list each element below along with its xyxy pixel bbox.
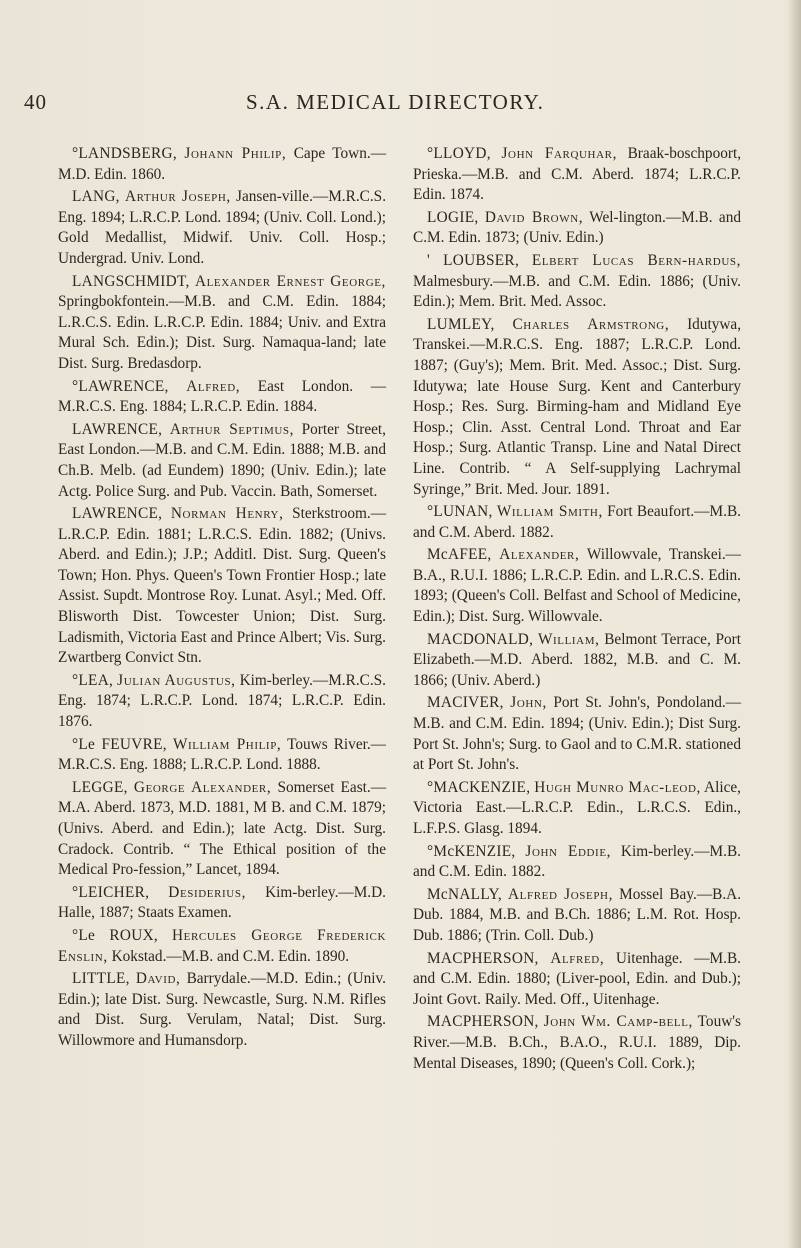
entry-given-names: John Farquhar, bbox=[501, 145, 617, 162]
entry-details: Uitenhage. —M.B. and C.M. Edin. 1880; (Liver-pool, Edin. and Dub.); Joint Govt. Raily. Med. Off., Uitenhage. bbox=[413, 949, 742, 1008]
entry-details: East London. — M.R.C.S. Eng. 1884; L.R.C.P. Edin. 1884. bbox=[58, 377, 387, 416]
entry-given-names: Arthur Joseph, bbox=[124, 188, 231, 206]
entry-surname: °LEICHER, bbox=[72, 883, 150, 901]
directory-entry bbox=[413, 1012, 741, 1074]
entry-surname: °LEA, bbox=[72, 671, 114, 689]
entry-surname: MACPHERSON, bbox=[427, 1013, 539, 1031]
directory-entry bbox=[413, 545, 741, 627]
entry-given-names: Arthur Septimus, bbox=[169, 420, 295, 438]
entry-surname: LAWRENCE, bbox=[72, 420, 163, 438]
entry-given-names: John Eddie, bbox=[525, 842, 612, 860]
directory-entry bbox=[413, 630, 741, 692]
entry-given-names: Norman Henry, bbox=[170, 505, 284, 523]
directory-entry bbox=[413, 144, 741, 206]
entry-surname: °LLOYD, bbox=[427, 145, 491, 162]
entry-given-names: Alfred, bbox=[550, 949, 605, 967]
entry-surname: °McKENZIE, bbox=[427, 842, 516, 860]
directory-entry bbox=[413, 778, 741, 840]
directory-entry bbox=[58, 671, 386, 733]
directory-entry bbox=[413, 693, 741, 775]
entry-given-names: George Alexander, bbox=[133, 778, 272, 796]
entry-details: Willowvale, Transkei.—B.A., R.U.I. 1886; L.R.C.P. Edin. and L.R.C.S. Edin. 1893; (Queen's Coll. Belfast and School of Medicine, Edin.); Dist. Surg. Willowvale. bbox=[413, 546, 741, 626]
entry-given-names: John, bbox=[510, 694, 547, 712]
entry-details: Malmesbury.—M.B. and C.M. Edin. 1886; (Univ. Edin.); Mem. Brit. Med. Assoc. bbox=[413, 272, 741, 311]
entry-details: Braak-boschpoort, Prieska.—M.B. and C.M. Aberd. 1874; L.R.C.P. Edin. 1874. bbox=[413, 145, 742, 204]
entry-given-names: David, bbox=[135, 970, 181, 988]
directory-entry bbox=[58, 926, 386, 967]
entry-surname: LITTLE, bbox=[72, 970, 130, 988]
entry-given-names: Julian Augustus, bbox=[117, 671, 236, 689]
entry-details: Springbokfontein.—M.B. and C.M. Edin. 1884; L.R.C.S. Edin. L.R.C.P. Edin. 1884; Univ. and Extra Mural Sch. Edin.); Dist. Surg. Namaqua-land; late Dist. Surg. Bredasdorp. bbox=[58, 293, 386, 372]
entry-surname: MACIVER, bbox=[427, 694, 504, 712]
entry-details: Somerset East.—M.A. Aberd. 1873, M.D. 1881, M B. and C.M. 1879; (Univs. Aberd. and Edin.); late Actg. Dist. Surg. Cradock. Contrib. “ The Ethical position of the Medical Pro-fession,” Lancet, 1894. bbox=[58, 778, 387, 879]
entry-surname: LUMLEY, bbox=[427, 315, 495, 333]
entry-given-names: William, bbox=[537, 630, 600, 648]
entry-details: Wel-lington.—M.B. and C.M. Edin. 1873; (Univ. Edin.) bbox=[413, 208, 741, 247]
entry-details: Jansen-ville.—M.R.C.S. Eng. 1894; L.R.C.P. Lond. 1894; (Univ. Coll. Lond.); Gold Medallist, Midwif. Univ. Coll. Hosp.; Undergrad. Univ. Lond. bbox=[58, 188, 387, 267]
entry-details: Kim-berley.—M.B. and C.M. Edin. 1882. bbox=[413, 842, 742, 881]
entry-surname: LOGIE, bbox=[427, 208, 479, 226]
entry-details: Touw's River.—M.B. B.Ch., B.A.O., R.U.I. 1889, Dip. Mental Diseases, 1890; (Queen's Coll. Cork.); bbox=[413, 1013, 741, 1072]
directory-entry bbox=[413, 949, 741, 1011]
entry-surname: ' LOUBSER, bbox=[427, 251, 520, 269]
page-edge-shadow bbox=[787, 0, 801, 1248]
entry-surname: LANG, bbox=[72, 188, 120, 206]
entry-given-names: David Brown, bbox=[484, 208, 584, 226]
directory-entry bbox=[413, 251, 741, 313]
entry-details: Kim-berley.—M.R.C.S. Eng. 1874; L.R.C.P. Lond. 1874; L.R.C.P. Edin. 1876. bbox=[58, 671, 387, 731]
entry-given-names: Hercules George Frederick Enslin, bbox=[58, 926, 386, 965]
entry-given-names: Alexander Ernest George, bbox=[194, 272, 386, 290]
directory-entry bbox=[58, 504, 386, 669]
entry-details: Belmont Terrace, Port Elizabeth.—M.D. Aberd. 1882, M.B. and C. M. 1866; (Univ. Aberd.) bbox=[413, 630, 741, 689]
directory-entry bbox=[58, 883, 386, 924]
entry-given-names: William Smith, bbox=[496, 503, 603, 521]
directory-entry bbox=[413, 502, 741, 543]
directory-entry bbox=[58, 735, 386, 776]
entry-details: Fort Beaufort.—M.B. and C.M. Aberd. 1882. bbox=[413, 503, 741, 541]
page-header bbox=[24, 90, 744, 120]
entry-surname: LEGGE, bbox=[72, 778, 128, 796]
page-number: 40 bbox=[24, 90, 47, 114]
entry-details: Kokstad.—M.B. and C.M. Edin. 1890. bbox=[111, 947, 350, 965]
entry-given-names: John Wm. Camp-bell, bbox=[543, 1013, 693, 1031]
entry-surname: °LANDSBERG, bbox=[72, 145, 178, 162]
directory-entry bbox=[58, 187, 386, 269]
entry-details: Cape Town.—M.D. Edin. 1860. bbox=[58, 145, 386, 183]
directory-entry bbox=[58, 420, 386, 502]
directory-entry bbox=[58, 272, 386, 375]
entry-details: Port St. John's, Pondoland.—M.B. and C.M. Edin. 1894; (Univ. Edin.); Dist Surg. Port St. John's; Surg. to Gaol and to C.M.R. stationed at Port St. John's. bbox=[413, 694, 742, 774]
entry-given-names: Desiderius, bbox=[168, 883, 246, 901]
directory-entry bbox=[58, 778, 386, 881]
entry-details: Mossel Bay.—B.A. Dub. 1884, M.B. and B.Ch. 1886; L.M. Rot. Hosp. Dub. 1886; (Trin. Coll. Dub.) bbox=[413, 885, 742, 944]
right-column bbox=[413, 144, 741, 1076]
entry-given-names: Alexander, bbox=[499, 546, 580, 564]
entry-given-names: Johann Philip, bbox=[184, 145, 287, 162]
entry-given-names: Elbert Lucas Bern-hardus, bbox=[531, 251, 742, 269]
directory-entry bbox=[58, 144, 386, 185]
directory-entry bbox=[413, 208, 741, 249]
entry-surname: McAFEE, bbox=[427, 546, 492, 564]
entry-details: Barrydale.—M.D. Edin.; (Univ. Edin.); late Dist. Surg. Newcastle, Surg. N.M. Rifles and Dist. Surg. Verulam, Natal; Dist. Surg. Willowmore and Humansdorp. bbox=[58, 970, 387, 1049]
entry-surname: °Le FEUVRE, bbox=[72, 735, 167, 753]
entry-given-names: William Philip, bbox=[172, 735, 282, 753]
entry-surname: MACPHERSON, bbox=[427, 949, 539, 967]
directory-entry bbox=[413, 885, 741, 947]
directory-entry bbox=[413, 842, 741, 883]
left-column bbox=[58, 144, 386, 1054]
running-head: S.A. MEDICAL DIRECTORY. bbox=[246, 90, 545, 114]
directory-entry bbox=[58, 969, 386, 1051]
entry-surname: McNALLY, bbox=[427, 885, 502, 903]
entry-surname: °LUNAN, bbox=[427, 503, 493, 521]
entry-given-names: Hugh Munro Mac-leod, bbox=[534, 778, 701, 796]
entry-details: Sterkstroom.—L.R.C.P. Edin. 1881; L.R.C.S. Edin. 1882; (Univs. Aberd. and Edin.); J.P.; Additl. Dist. Surg. Queen's Town; Hon. Phys. Queen's Town Frontier Hosp.; late Assist. Supdt. Montrose Roy. Lunat. Asyl.; Med. Off. Blisworth Dist. Towcester Union; Dist. Surg. Ladismith, Victoria East and Prince Albert; Vis. Surg. Zwartberg Convict Stn. bbox=[58, 505, 387, 667]
entry-given-names: Alfred Joseph, bbox=[508, 885, 614, 903]
entry-surname: MACDONALD, bbox=[427, 630, 534, 648]
entry-surname: LANGSCHMIDT, bbox=[72, 272, 190, 290]
entry-given-names: Charles Armstrong, bbox=[512, 315, 670, 333]
directory-entry bbox=[413, 315, 741, 500]
entry-surname: LAWRENCE, bbox=[72, 505, 163, 523]
directory-entry bbox=[58, 377, 386, 418]
entry-details: Kim-berley.—M.D. Halle, 1887; Staats Examen. bbox=[58, 883, 386, 922]
entry-given-names: Alfred, bbox=[186, 377, 241, 395]
entry-surname: °MACKENZIE, bbox=[427, 778, 531, 796]
entry-details: Touws River.—M.R.C.S. Eng. 1888; L.R.C.P. Lond. 1888. bbox=[58, 735, 386, 774]
entry-details: Idutywa, Transkei.—M.R.C.S. Eng. 1887; L.R.C.P. Lond. 1887; (Guy's); Mem. Brit. Med. Assoc.; Dist. Surg. Idutywa; late House Surg. Kent and Canterbury Hosp.; Res. Surg. Birming-ham and Midland Eye Hosp.; Clin. Asst. Central Lond. Throat and Ear Hosp.; Surg. Atlantic Transp. Line and Natal Direct Line. Contrib. “ A Self-supplying Lachrymal Syringe,” Brit. Med. Jour. 1891. bbox=[413, 315, 742, 498]
entry-surname: °LAWRENCE, bbox=[72, 377, 169, 395]
entry-details: Alice, Victoria East.—L.R.C.P. Edin., L.R.C.S. Edin., L.F.P.S. Glasg. 1894. bbox=[413, 778, 741, 837]
entry-details: Porter Street, East London.—M.B. and C.M. Edin. 1888; M.B. and Ch.B. Melb. (ad Eundem) 1890; (Univ. Edin.); late Actg. Police Surg. and Pub. Vaccin. Bath, Somerset. bbox=[58, 420, 387, 500]
entry-surname: °Le ROUX, bbox=[72, 926, 159, 944]
